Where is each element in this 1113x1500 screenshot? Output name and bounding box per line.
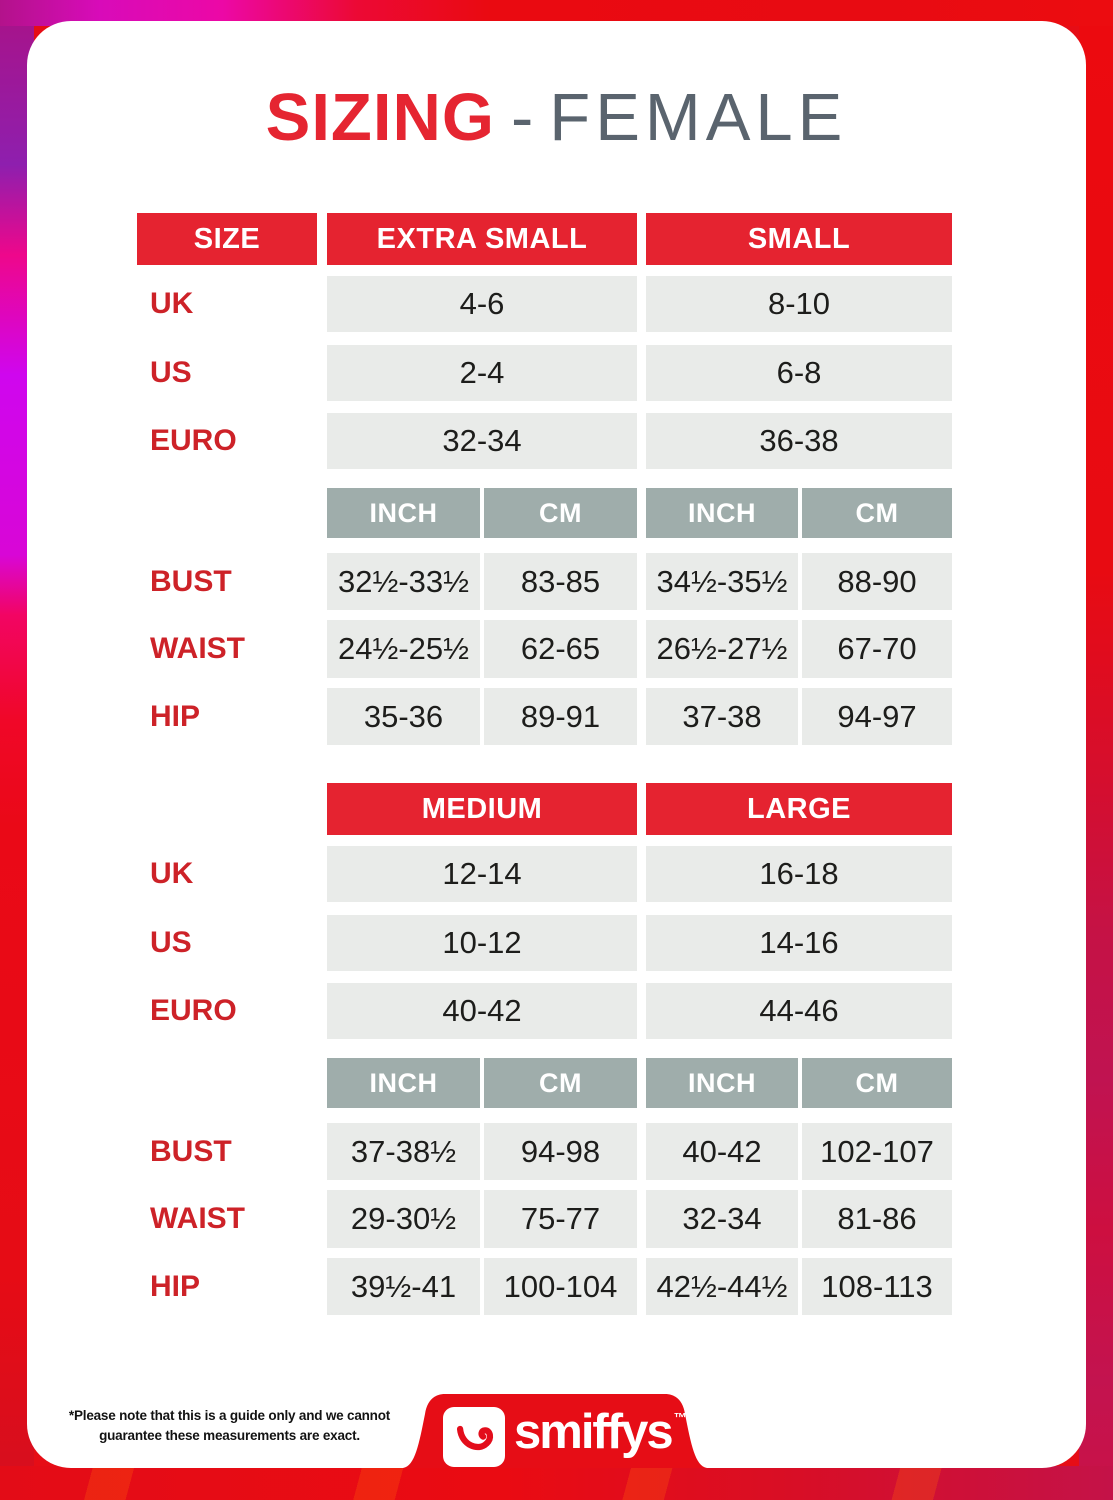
- measure-value-cell: 24½-25½: [327, 620, 480, 678]
- trademark-symbol: ™: [673, 1410, 687, 1425]
- content-card: [27, 21, 1086, 1468]
- column-header-cell: EXTRA SMALL: [327, 213, 637, 265]
- measure-value-cell: 42½-44½: [646, 1258, 798, 1315]
- measure-value-cell: 37-38: [646, 688, 798, 745]
- measure-value-cell: 102-107: [802, 1123, 952, 1180]
- size-row: [137, 276, 952, 332]
- column-header-cell: MEDIUM: [327, 783, 637, 835]
- size-value-cell: 36-38: [646, 413, 952, 469]
- row-label: WAIST: [150, 632, 245, 665]
- smiffys-logo-tab: [403, 1394, 707, 1468]
- unit-header-row: [137, 1058, 952, 1108]
- measure-value-cell: 40-42: [646, 1123, 798, 1180]
- row-label: EURO: [150, 424, 237, 457]
- measure-value-cell: 39½-41: [327, 1258, 480, 1315]
- row-label: HIP: [150, 699, 201, 733]
- size-row: [137, 915, 952, 971]
- row-label: BUST: [150, 1134, 232, 1168]
- measure-row: [137, 688, 952, 745]
- size-value-cell: 12-14: [327, 846, 637, 902]
- size-table-1: [137, 213, 952, 745]
- corner-header-cell: [137, 783, 317, 835]
- unit-header-cell: CM: [484, 1058, 637, 1108]
- unit-header-row: [137, 488, 952, 538]
- measure-value-cell: 75-77: [484, 1190, 637, 1248]
- measure-value-cell: 89-91: [484, 688, 637, 745]
- unit-row-spacer: [137, 488, 317, 538]
- size-row: [137, 413, 952, 469]
- title-secondary: FEMALE: [549, 80, 848, 155]
- size-value-cell: 6-8: [646, 345, 952, 401]
- table-header-row: [137, 783, 952, 835]
- column-header-cell: SMALL: [646, 213, 952, 265]
- unit-header-cell: CM: [484, 488, 637, 538]
- unit-header-cell: INCH: [646, 1058, 798, 1108]
- title-primary: SIZING: [265, 80, 495, 155]
- page-title: [27, 81, 1086, 155]
- table-header-row: [137, 213, 952, 265]
- size-value-cell: 8-10: [646, 276, 952, 332]
- column-header-cell: LARGE: [646, 783, 952, 835]
- unit-header-cell: INCH: [327, 488, 480, 538]
- row-label: BUST: [150, 564, 232, 598]
- row-label: US: [150, 926, 192, 959]
- sizing-tables: [137, 213, 952, 1315]
- measure-row: [137, 620, 952, 678]
- size-value-cell: 4-6: [327, 276, 637, 332]
- size-row: [137, 846, 952, 902]
- unit-row-spacer: [137, 1058, 317, 1108]
- measure-value-cell: 32-34: [646, 1190, 798, 1248]
- measure-row: [137, 1123, 952, 1180]
- title-separator: -: [510, 80, 534, 155]
- unit-header-cell: INCH: [327, 1058, 480, 1108]
- unit-header-cell: CM: [802, 488, 952, 538]
- measure-row: [137, 553, 952, 610]
- measure-value-cell: 34½-35½: [646, 553, 798, 610]
- corner-header-cell: SIZE: [137, 213, 317, 265]
- measure-value-cell: 37-38½: [327, 1123, 480, 1180]
- measure-row: [137, 1258, 952, 1315]
- size-value-cell: 16-18: [646, 846, 952, 902]
- measure-value-cell: 108-113: [802, 1258, 952, 1315]
- measure-value-cell: 32½-33½: [327, 553, 480, 610]
- disclaimer-line-1: *Please note that this is a guide only and we cannot: [68, 1407, 391, 1423]
- measure-value-cell: 83-85: [484, 553, 637, 610]
- size-value-cell: 44-46: [646, 983, 952, 1039]
- measure-value-cell: 94-98: [484, 1123, 637, 1180]
- logo-content: [403, 1394, 707, 1468]
- size-row: [137, 345, 952, 401]
- measure-value-cell: 88-90: [802, 553, 952, 610]
- unit-header-cell: INCH: [646, 488, 798, 538]
- measure-value-cell: 94-97: [802, 688, 952, 745]
- measure-value-cell: 29-30½: [327, 1190, 480, 1248]
- size-value-cell: 2-4: [327, 345, 637, 401]
- row-label: HIP: [150, 1269, 201, 1303]
- size-value-cell: 14-16: [646, 915, 952, 971]
- brand-name: smiffys: [514, 1405, 672, 1459]
- measure-value-cell: 100-104: [484, 1258, 637, 1315]
- measure-value-cell: 67-70: [802, 620, 952, 678]
- size-table-2: [137, 783, 952, 1315]
- row-label: UK: [150, 287, 194, 320]
- measure-value-cell: 26½-27½: [646, 620, 798, 678]
- measure-row: [137, 1190, 952, 1248]
- size-row: [137, 983, 952, 1039]
- disclaimer-note: [57, 1406, 402, 1447]
- disclaimer-line-2: guarantee these measurements are exact.: [99, 1427, 360, 1443]
- measure-value-cell: 81-86: [802, 1190, 952, 1248]
- size-value-cell: 32-34: [327, 413, 637, 469]
- unit-header-cell: CM: [802, 1058, 952, 1108]
- border-bottom: [0, 1466, 1113, 1500]
- row-label: US: [150, 356, 192, 389]
- size-value-cell: 40-42: [327, 983, 637, 1039]
- row-label: UK: [150, 857, 194, 890]
- smile-icon: [443, 1407, 505, 1467]
- measure-value-cell: 35-36: [327, 688, 480, 745]
- measure-value-cell: 62-65: [484, 620, 637, 678]
- row-label: WAIST: [150, 1202, 245, 1235]
- row-label: EURO: [150, 994, 237, 1027]
- brand-wordmark: [514, 1405, 687, 1459]
- size-value-cell: 10-12: [327, 915, 637, 971]
